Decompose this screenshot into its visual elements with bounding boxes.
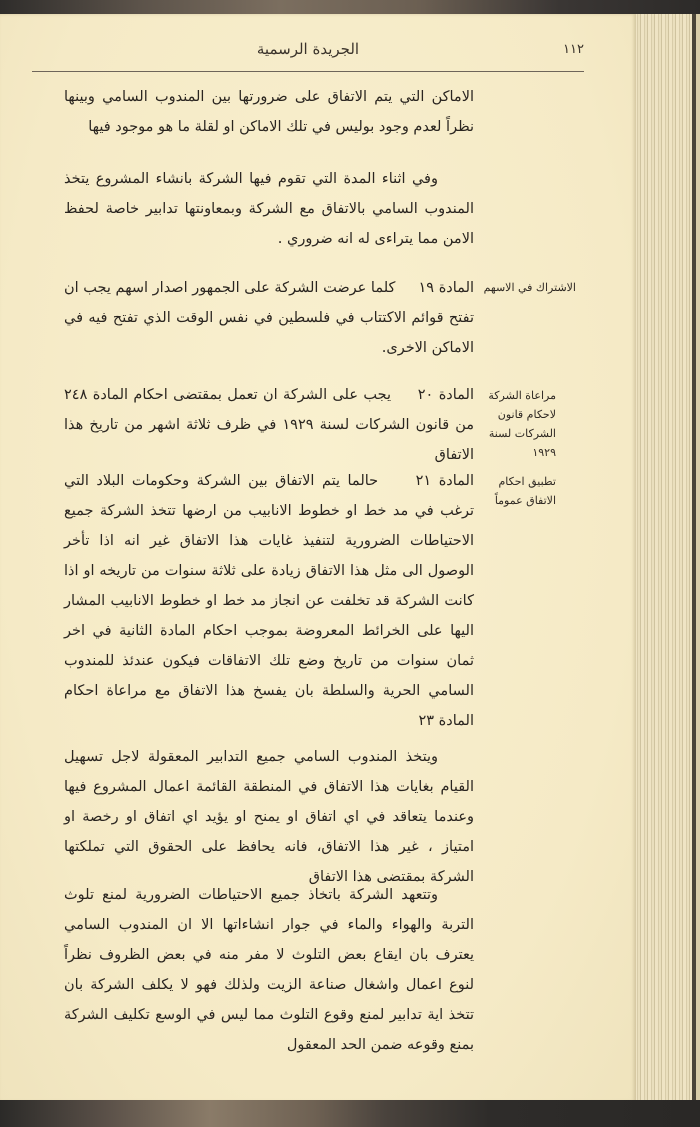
running-head <box>32 38 584 66</box>
margin-note-line: تطبيق احكام <box>498 475 556 488</box>
margin-note-article-21 <box>476 472 556 510</box>
margin-note-article-19: الاشتراك في الاسهم <box>483 281 576 294</box>
book-top-edge <box>0 0 700 14</box>
article-20-label: المادة ٢٠ <box>417 387 474 403</box>
article-20 <box>64 380 474 470</box>
article-21-text: حالما يتم الاتفاق بين الشركة وحكومات البلاد التي ترغب في مد خط او خطوط الانابيب من ارضها تتخذ الشركة جميع الاحتياطات الضرورية لتنفيذ غايات هذا الاتفاق غير انه اذا تأخر الوصول الى مثل هذا الاتفاق زيادة على ثلاثة سنوات من تاريخه او اذا كانت الشركة قد تخلفت عن انجاز مد خط او خطوط الانابيب المشار اليها على الخرائط المعروضة بموجب احكام المادة الثانية في اخر ثمان سنوات من تاريخ وضع تلك الاتفاقات فيكون عندئذ للمندوب السامي الحرية والسلطة بان يفسخ هذا الاتفاق مع مراعاة احكام المادة ٢٣ <box>64 473 474 729</box>
page-number: ١١٢ <box>563 42 584 57</box>
paragraph-facilitation: ويتخذ المندوب السامي جميع التدابير المعقولة لاجل تسهيل القيام بغايات هذا الاتفاق في المنطقة القائمة اعمال المشروع فيها وعندما يتعاقد في اي اتفاق او يمنح او يؤيد اي اتفاق او رخصة او امتياز ، غير هذا الاتفاق، فانه يحافظ على الحقوق التي تملكتها الشركة بمقتضى هذا الاتفاق <box>64 749 474 885</box>
article-20-text: يجب على الشركة ان تعمل بمقتضى احكام المادة ٢٤٨ من قانون الشركات لسنة ١٩٢٩ في ظرف ثلاثة اشهر من تاريخ هذا الاتفاق <box>64 387 475 463</box>
running-title: الجريدة الرسمية <box>256 40 360 58</box>
paragraph-pollution: وتتعهد الشركة باتخاذ جميع الاحتياطات الضرورية لمنع تلوث التربة والهواء والماء في جوار انشاءاتها الا ان المندوب السامي يعترف بان ايقاع بعض التلوث لا مفر منه في بعض الظروف نظراً لنوع اعمال واشغال صناعة الزيت ولذلك فهو لا يكلف الشركة بان تتخذ اية تدابير لمنع وقوع التلوث مما ليس في الوسع تكليف الشركة بمنع وقوعه ضمن الحد المعقول <box>64 887 474 1053</box>
cover-edge-outer <box>696 14 700 1104</box>
article-21-label: المادة ٢١ <box>415 473 475 489</box>
article-19-text: كلما عرضت الشركة على الجمهور اصدار اسهم يجب ان تفتح قوائم الاكتتاب في فلسطين في نفس الوقت الذي تفتح فيه في الاماكن الاخرى. <box>64 280 474 356</box>
margin-note-line: لاحكام قانون <box>497 408 556 421</box>
paragraph-continuation: الاماكن التي يتم الاتفاق على ضرورتها بين المندوب السامي وبينها نظراً لعدم وجود بوليس في تلك الاماكن او لقلة ما هو موجود فيها <box>64 89 474 135</box>
margin-note-line: الاتفاق عموماً <box>494 494 556 507</box>
header-rule <box>32 71 584 72</box>
paragraph-security: وفي اثناء المدة التي تقوم فيها الشركة بانشاء المشروع يتخذ المندوب السامي بالاتفاق مع الشركة وبمعاونتها تدابير خاصة لحفظ الامن مما يتراءى له انه ضروري . <box>64 171 474 247</box>
article-19-label: المادة ١٩ <box>418 280 475 296</box>
article-19 <box>64 273 474 363</box>
margin-note-line: الشركات لسنة ١٩٢٩ <box>488 427 556 459</box>
book-bottom-edge <box>0 1100 700 1127</box>
article-21 <box>64 466 474 736</box>
page <box>0 14 636 1102</box>
page-stack-edge <box>634 14 700 1104</box>
margin-note-line: مراعاة الشركة <box>488 389 556 402</box>
margin-note-article-20 <box>476 386 556 462</box>
